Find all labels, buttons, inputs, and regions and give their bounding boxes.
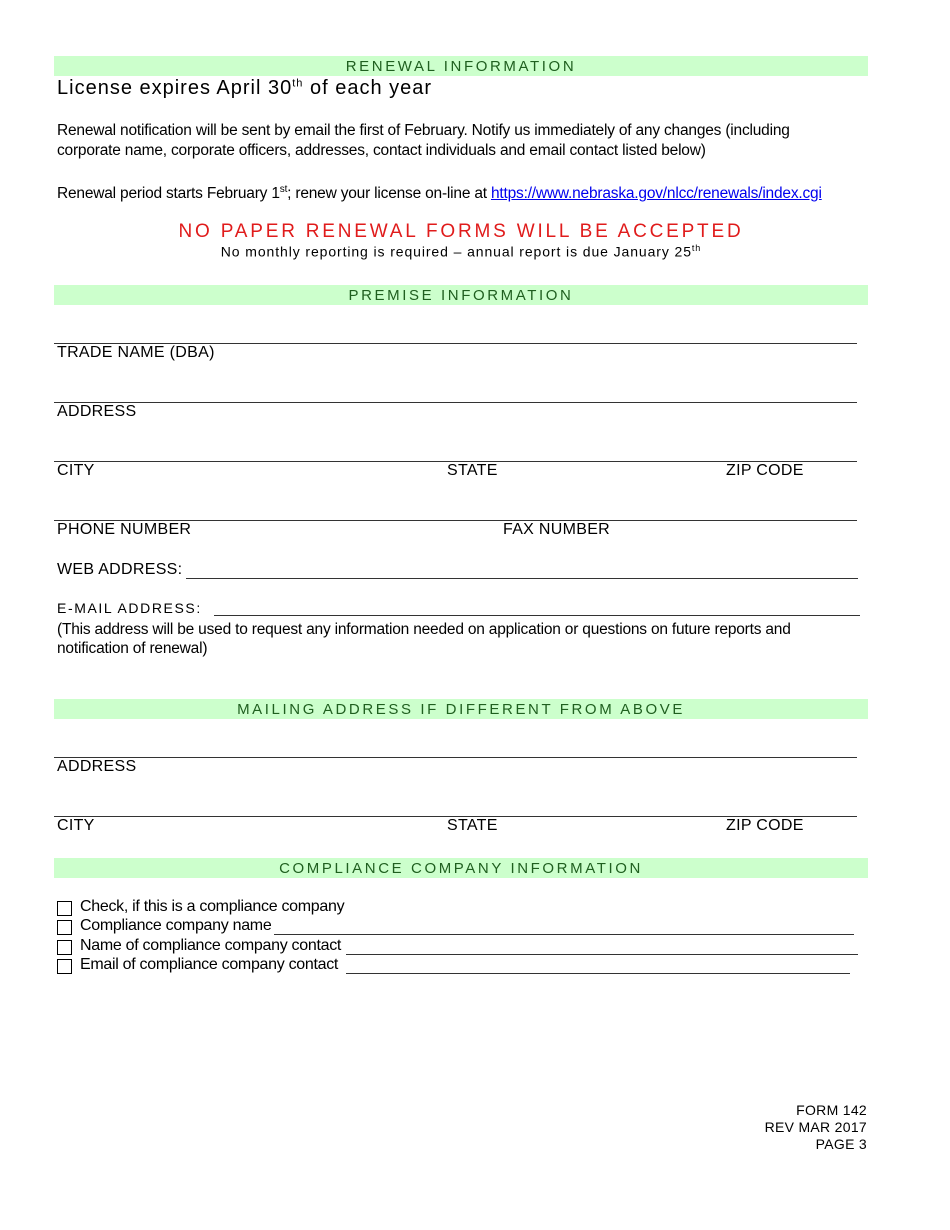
expiry-text: License expires April 30 <box>57 77 293 99</box>
annual-sup: th <box>691 243 702 253</box>
fax-label: FAX NUMBER <box>503 521 611 538</box>
trade-name-label: TRADE NAME (DBA) <box>57 344 215 361</box>
compliance-checkbox-3[interactable] <box>57 940 72 955</box>
mailing-state-label: STATE <box>447 817 498 834</box>
address-field[interactable] <box>54 402 857 403</box>
state-label: STATE <box>447 462 498 479</box>
renewal-link[interactable]: https://www.nebraska.gov/nlcc/renewals/index.cgi <box>490 185 822 203</box>
mailing-city-label: CITY <box>57 817 95 834</box>
page-number: PAGE 3 <box>815 1136 867 1152</box>
revision-date: REV MAR 2017 <box>764 1119 867 1135</box>
zip-label: ZIP CODE <box>726 462 804 479</box>
compliance-checkbox-2[interactable] <box>57 920 72 935</box>
email-note-line-1: (This address will be used to request any information needed on application or questions on future reports and <box>57 621 791 638</box>
compliance-contact-name-field[interactable] <box>346 954 858 955</box>
mailing-address-field[interactable] <box>54 757 857 758</box>
mailing-address-label: ADDRESS <box>57 758 137 775</box>
mailing-zip-label: ZIP CODE <box>726 817 804 834</box>
form-number: FORM 142 <box>796 1102 867 1118</box>
renewal-section-header: RENEWAL INFORMATION <box>54 56 868 76</box>
license-expiry-heading <box>57 77 432 100</box>
compliance-item-1: Check, if this is a compliance company <box>80 898 345 915</box>
email-address-field[interactable] <box>214 615 860 616</box>
period-text: Renewal period starts February 1 <box>57 185 280 203</box>
compliance-contact-email-field[interactable] <box>346 973 850 974</box>
compliance-item-4: Email of compliance company contact <box>80 956 339 973</box>
compliance-item-2: Compliance company name <box>80 917 272 934</box>
address-label: ADDRESS <box>57 403 137 420</box>
web-address-field[interactable] <box>186 578 858 579</box>
no-paper-warning: NO PAPER RENEWAL FORMS WILL BE ACCEPTED <box>178 221 744 242</box>
compliance-checkbox-1[interactable] <box>57 901 72 916</box>
compliance-section-header: COMPLIANCE COMPANY INFORMATION <box>54 858 868 878</box>
email-note-line-2: notification of renewal) <box>57 640 208 657</box>
annual-report-note <box>0 243 922 260</box>
phone-label: PHONE NUMBER <box>57 521 192 538</box>
compliance-company-name-field[interactable] <box>274 934 854 935</box>
compliance-item-3: Name of compliance company contact <box>80 937 342 954</box>
email-address-label: E-MAIL ADDRESS: <box>57 600 202 616</box>
period-sup: st <box>279 184 288 195</box>
premise-section-header: PREMISE INFORMATION <box>54 285 868 305</box>
notification-line-2: corporate name, corporate officers, addresses, contact individuals and email contact listed below) <box>57 142 706 159</box>
web-address-label: WEB ADDRESS: <box>57 561 183 578</box>
city-label: CITY <box>57 462 95 479</box>
notification-line-1: Renewal notification will be sent by email the first of February. Notify us immediately of any changes (including <box>57 122 790 139</box>
expiry-sup: th <box>292 77 304 90</box>
form-footer <box>765 1102 867 1153</box>
expiry-text-end: of each year <box>303 77 433 99</box>
compliance-checkbox-4[interactable] <box>57 959 72 974</box>
period-text-end: ; renew your license on-line at <box>287 185 491 203</box>
renewal-period <box>57 180 822 204</box>
mailing-section-header: MAILING ADDRESS IF DIFFERENT FROM ABOVE <box>54 699 868 719</box>
annual-text: No monthly reporting is required – annual report is due January 25 <box>220 243 692 260</box>
